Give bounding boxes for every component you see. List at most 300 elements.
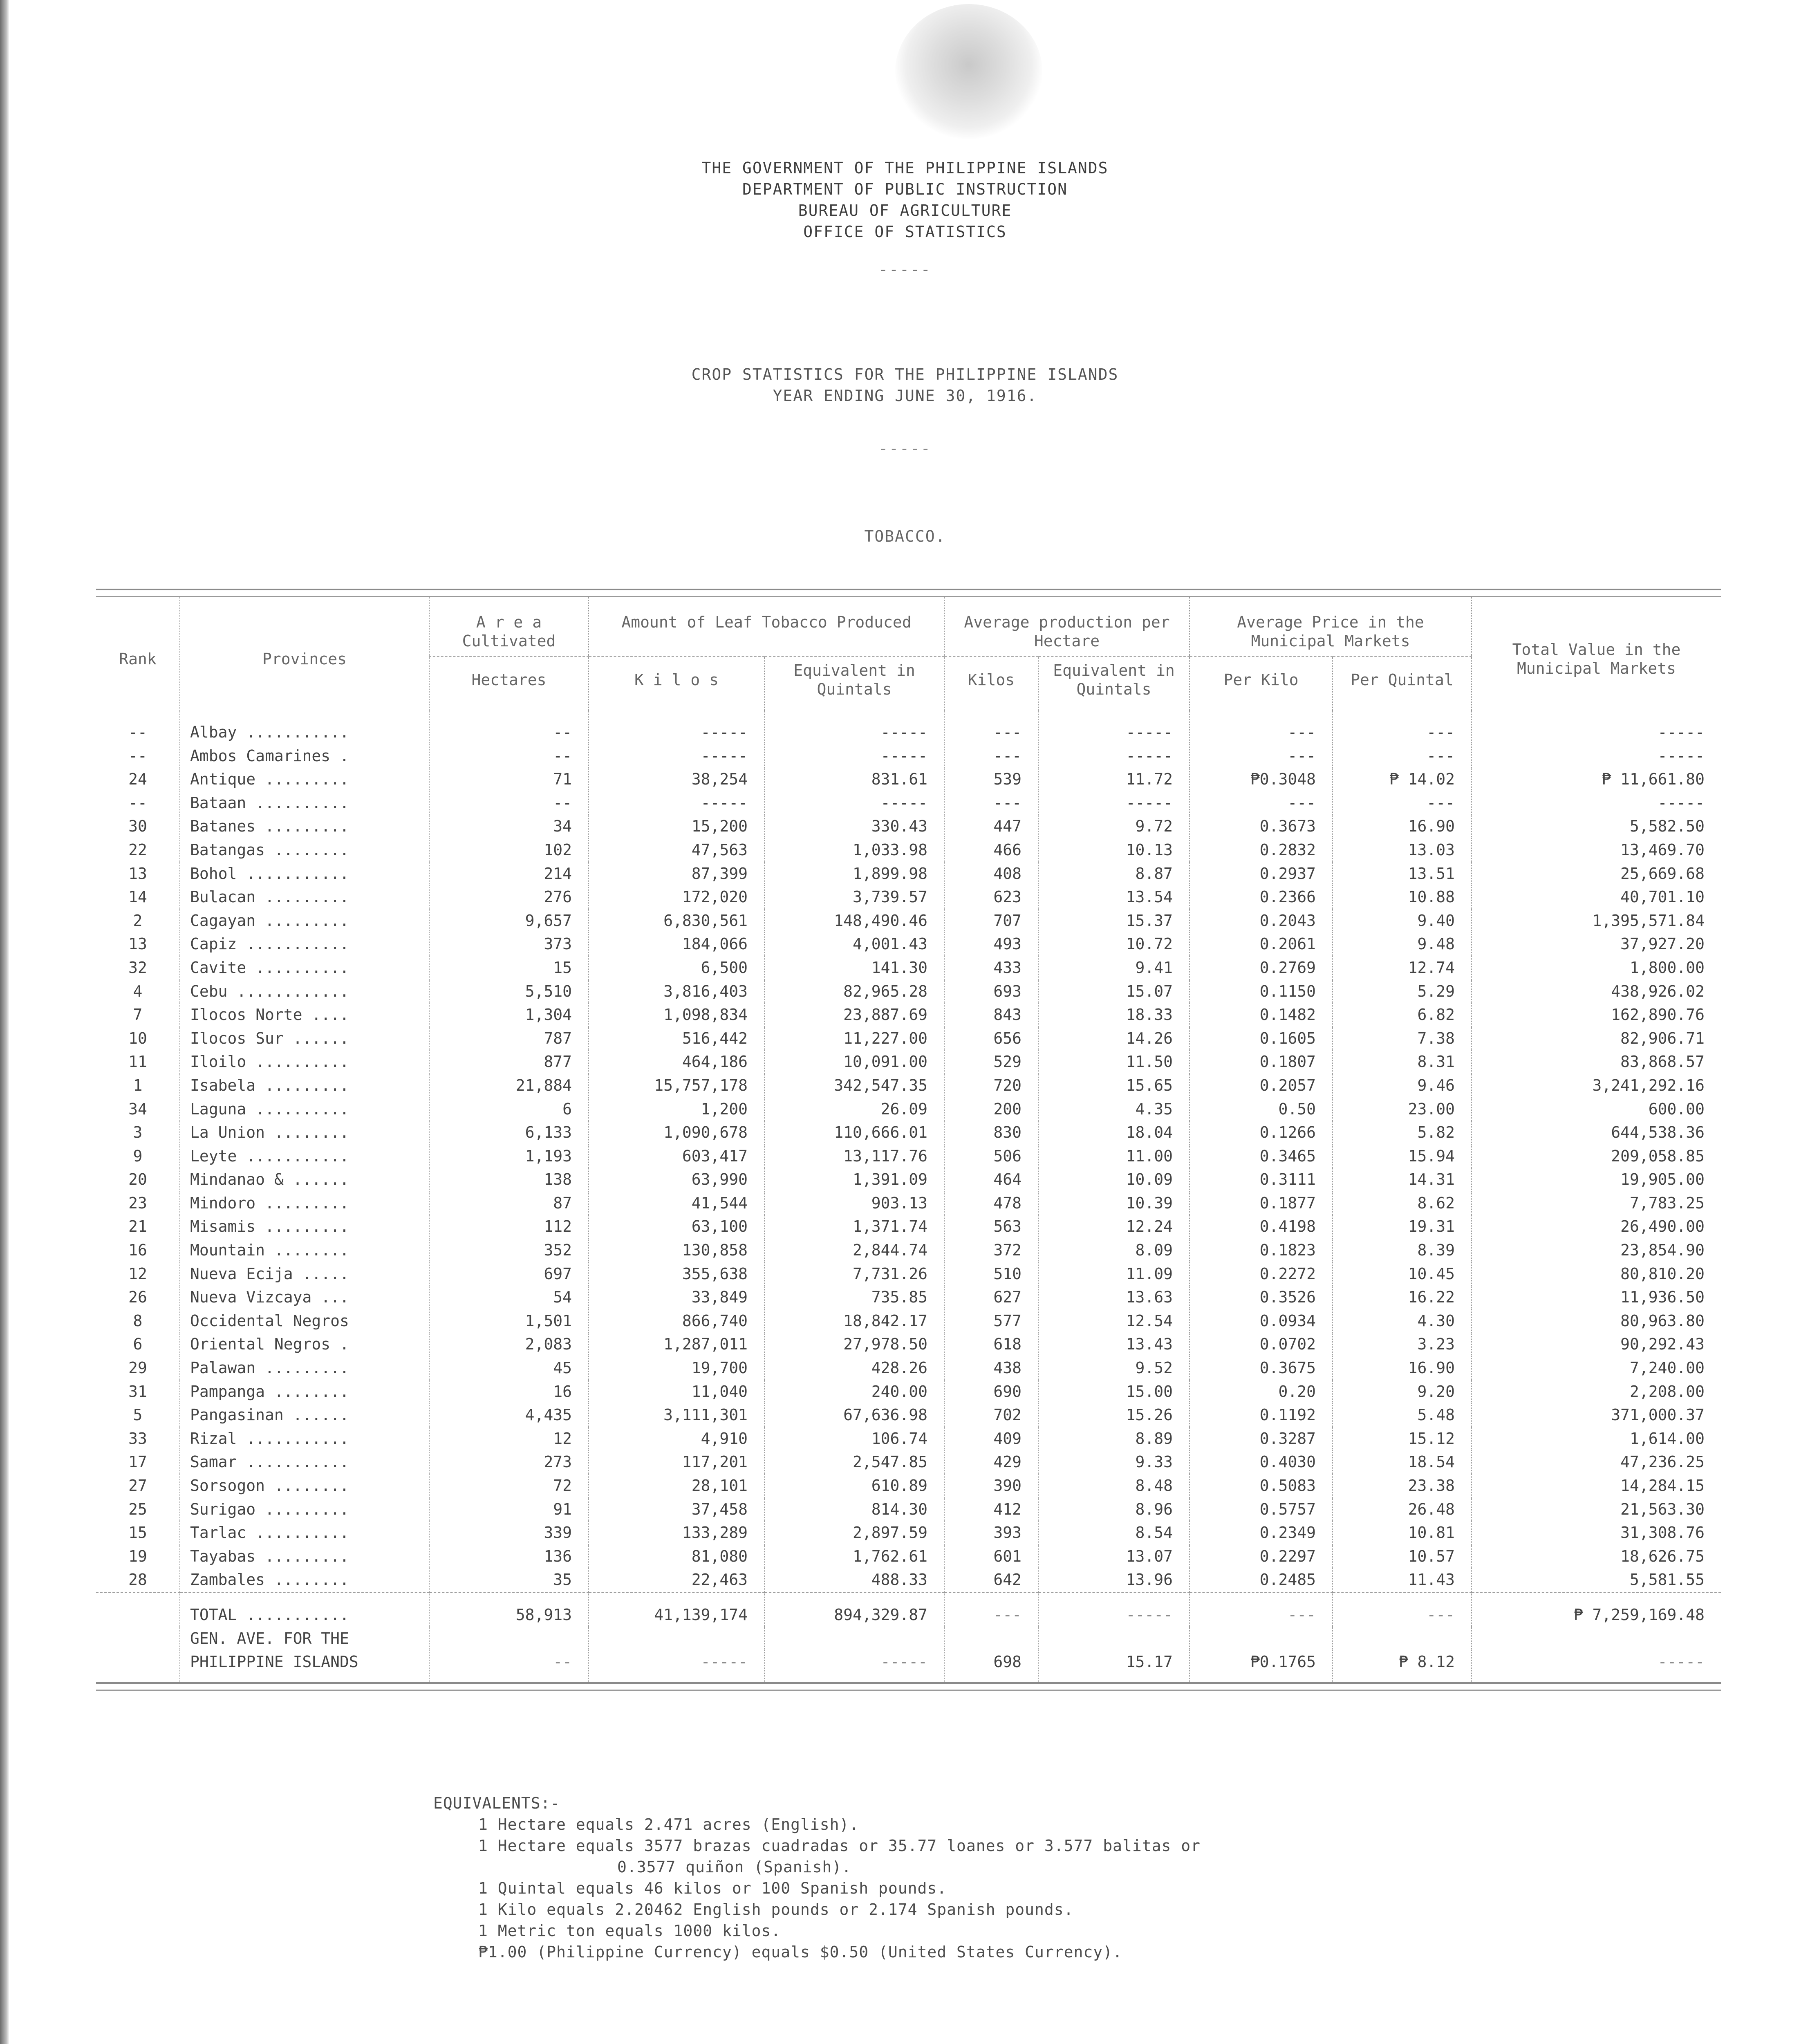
cell-hectares: -- [429, 791, 589, 815]
cell-quintals-per-hectare: ----- [1038, 744, 1189, 768]
average-per-quintal: ₱ 8.12 [1333, 1650, 1472, 1682]
table-row [96, 1098, 1721, 1121]
cell-kilos-per-hectare: 693 [944, 980, 1038, 1004]
equivalent-hectare-spanish-cont: 0.3577 quiñon (Spanish). [617, 1858, 852, 1876]
table-row [96, 1309, 1721, 1333]
cell-quintals-per-hectare: 13.54 [1038, 885, 1189, 909]
cell-price-per-quintal: 8.39 [1333, 1239, 1472, 1262]
cell-quintals-per-hectare: 8.87 [1038, 862, 1189, 886]
cell-kilos: 516,442 [589, 1027, 764, 1051]
table-row [96, 1003, 1721, 1027]
cell-province: Ilocos Norte .... [180, 1003, 429, 1027]
cell-rank: 13 [128, 864, 147, 883]
table-row [96, 980, 1721, 1004]
cell-rank: 4 [133, 982, 143, 1000]
cell-kilos-per-hectare: 390 [944, 1474, 1038, 1498]
cell-quintals: 106.74 [764, 1427, 944, 1451]
header-total-value: Total Value in the Municipal Markets [1472, 597, 1721, 711]
header-equiv-quintals: Equivalent in Quintals [764, 657, 944, 711]
cell-price-per-kilo: 0.2937 [1189, 862, 1333, 886]
cell-total-value: 7,240.00 [1472, 1356, 1721, 1380]
cell-kilos: 117,201 [589, 1450, 764, 1474]
cell-rank: 11 [128, 1053, 147, 1071]
cell-price-per-kilo: 0.2485 [1189, 1568, 1333, 1592]
cell-total-value: 600.00 [1472, 1098, 1721, 1121]
table-row [96, 1450, 1721, 1474]
cell-price-per-quintal: 5.48 [1333, 1403, 1472, 1427]
cell-kilos-per-hectare: 447 [944, 815, 1038, 838]
cell-province: Albay ........... [180, 711, 429, 744]
cell-kilos: 3,816,403 [589, 980, 764, 1004]
cell-quintals: 3,739.57 [764, 885, 944, 909]
cell-kilos: 1,098,834 [589, 1003, 764, 1027]
cell-kilos-per-hectare: 393 [944, 1521, 1038, 1545]
cell-hectares: 339 [429, 1521, 589, 1545]
cell-price-per-quintal: 5.82 [1333, 1121, 1472, 1145]
cell-kilos: 464,186 [589, 1050, 764, 1074]
cell-rank: 1 [133, 1076, 143, 1094]
cell-rank: 16 [128, 1241, 147, 1260]
header-quintals-per-hectare: Equivalent in Quintals [1038, 657, 1189, 711]
cell-hectares: 45 [429, 1356, 589, 1380]
cell-price-per-kilo: ₱0.3048 [1189, 768, 1333, 791]
cell-hectares: 273 [429, 1450, 589, 1474]
table-row [96, 744, 1721, 768]
cell-kilos: 6,500 [589, 956, 764, 980]
cell-quintals-per-hectare: 10.09 [1038, 1168, 1189, 1192]
cell-price-per-kilo: 0.3287 [1189, 1427, 1333, 1451]
table-bottom-rule [96, 1682, 1721, 1691]
cell-hectares: 2,083 [429, 1333, 589, 1356]
cell-quintals-per-hectare: 15.37 [1038, 909, 1189, 933]
cell-quintals: 148,490.46 [764, 909, 944, 933]
cell-quintals: 82,965.28 [764, 980, 944, 1004]
cell-quintals-per-hectare: 15.00 [1038, 1380, 1189, 1404]
cell-kilos: 133,289 [589, 1521, 764, 1545]
cell-total-value: 25,669.68 [1472, 862, 1721, 886]
cell-price-per-quintal: 26.48 [1333, 1498, 1472, 1522]
cell-hectares: 16 [429, 1380, 589, 1404]
cell-hectares: 1,193 [429, 1145, 589, 1168]
cell-quintals-per-hectare: 11.72 [1038, 768, 1189, 791]
cell-quintals: 141.30 [764, 956, 944, 980]
cell-quintals-per-hectare: 13.07 [1038, 1545, 1189, 1569]
cell-hectares: 91 [429, 1498, 589, 1522]
cell-rank: 24 [128, 770, 147, 789]
cell-kilos-per-hectare: 539 [944, 768, 1038, 791]
cell-province: Oriental Negros . [180, 1333, 429, 1356]
cell-price-per-quintal: 3.23 [1333, 1333, 1472, 1356]
table-row [96, 815, 1721, 838]
cell-quintals: 1,899.98 [764, 862, 944, 886]
cell-price-per-quintal: --- [1333, 744, 1472, 768]
total-per-kilo: --- [1189, 1592, 1333, 1627]
cell-province: Bulacan ......... [180, 885, 429, 909]
cell-quintals-per-hectare: 10.39 [1038, 1192, 1189, 1215]
cell-province: Pampanga ........ [180, 1380, 429, 1404]
total-row [96, 1592, 1721, 1627]
cell-quintals-per-hectare: 9.72 [1038, 815, 1189, 838]
equivalent-hectare-acres: 1 Hectare equals 2.471 acres (English). [478, 1815, 859, 1833]
cell-quintals: 735.85 [764, 1286, 944, 1309]
cell-kilos: 1,287,011 [589, 1333, 764, 1356]
cell-price-per-kilo: 0.2272 [1189, 1262, 1333, 1286]
cell-kilos-per-hectare: 506 [944, 1145, 1038, 1168]
table-row [96, 909, 1721, 933]
cell-price-per-quintal: 10.88 [1333, 885, 1472, 909]
cell-kilos-per-hectare: 372 [944, 1239, 1038, 1262]
header-per-quintal: Per Quintal [1333, 657, 1472, 711]
table-row [96, 1521, 1721, 1545]
cell-price-per-kilo: --- [1189, 744, 1333, 768]
cell-kilos: 37,458 [589, 1498, 764, 1522]
cell-rank: 13 [128, 935, 147, 953]
cell-province: Leyte ........... [180, 1145, 429, 1168]
cell-kilos: 63,990 [589, 1168, 764, 1192]
cell-kilos-per-hectare: 690 [944, 1380, 1038, 1404]
cell-hectares: 6,133 [429, 1121, 589, 1145]
cell-price-per-kilo: 0.2832 [1189, 838, 1333, 862]
cell-province: Cavite .......... [180, 956, 429, 980]
cell-hectares: 21,884 [429, 1074, 589, 1098]
cell-province: Ilocos Sur ...... [180, 1027, 429, 1051]
cell-quintals: 23,887.69 [764, 1003, 944, 1027]
cell-quintals-per-hectare: 15.07 [1038, 980, 1189, 1004]
cell-hectares: -- [429, 744, 589, 768]
cell-quintals-per-hectare: 8.48 [1038, 1474, 1189, 1498]
average-kilos-per-hectare: 698 [944, 1650, 1038, 1682]
cell-hectares: 1,501 [429, 1309, 589, 1333]
cell-quintals: ----- [764, 711, 944, 744]
cell-price-per-quintal: 12.74 [1333, 956, 1472, 980]
header-department: DEPARTMENT OF PUBLIC INSTRUCTION [742, 180, 1068, 198]
cell-kilos: 15,200 [589, 815, 764, 838]
cell-price-per-quintal: 15.94 [1333, 1145, 1472, 1168]
cell-quintals-per-hectare: 13.63 [1038, 1286, 1189, 1309]
cell-rank: 9 [133, 1147, 143, 1165]
cell-kilos-per-hectare: 408 [944, 862, 1038, 886]
cell-rank: 21 [128, 1217, 147, 1236]
cell-total-value: 31,308.76 [1472, 1521, 1721, 1545]
cell-rank: 28 [128, 1571, 147, 1589]
cell-price-per-quintal: 13.51 [1333, 862, 1472, 886]
cell-price-per-quintal: 5.29 [1333, 980, 1472, 1004]
cell-province: Rizal ........... [180, 1427, 429, 1451]
cell-quintals-per-hectare: 10.72 [1038, 932, 1189, 956]
cell-hectares: 12 [429, 1427, 589, 1451]
cell-total-value: 83,868.57 [1472, 1050, 1721, 1074]
cell-rank: 32 [128, 958, 147, 977]
cell-quintals: 814.30 [764, 1498, 944, 1522]
cell-hectares: 877 [429, 1050, 589, 1074]
cell-total-value: ₱ 11,661.80 [1472, 768, 1721, 791]
cell-province: Cebu ............ [180, 980, 429, 1004]
cell-quintals: 67,636.98 [764, 1403, 944, 1427]
cell-total-value: 209,058.85 [1472, 1145, 1721, 1168]
table-row [96, 1262, 1721, 1286]
cell-price-per-kilo: 0.2297 [1189, 1545, 1333, 1569]
equivalent-currency: ₱1.00 (Philippine Currency) equals $0.50 (United States Currency). [478, 1943, 1122, 1961]
average-label-2: PHILIPPINE ISLANDS [180, 1650, 429, 1682]
cell-price-per-kilo: 0.3675 [1189, 1356, 1333, 1380]
cell-rank: 23 [128, 1194, 147, 1212]
average-row [96, 1650, 1721, 1682]
cell-hectares: 35 [429, 1568, 589, 1592]
cell-price-per-kilo: 0.1192 [1189, 1403, 1333, 1427]
table-row [96, 1145, 1721, 1168]
binder-hole-stain [895, 4, 1042, 139]
report-title-block [0, 364, 1810, 406]
cell-kilos: 47,563 [589, 838, 764, 862]
cell-province: Samar ........... [180, 1450, 429, 1474]
cell-price-per-quintal: 7.38 [1333, 1027, 1472, 1051]
cell-rank: 3 [133, 1123, 143, 1142]
cell-quintals-per-hectare: 4.35 [1038, 1098, 1189, 1121]
cell-province: Nueva Vizcaya ... [180, 1286, 429, 1309]
cell-province: Mindoro ......... [180, 1192, 429, 1215]
cell-kilos: 63,100 [589, 1215, 764, 1239]
cell-province: Nueva Ecija ..... [180, 1262, 429, 1286]
cell-kilos-per-hectare: 830 [944, 1121, 1038, 1145]
cell-quintals-per-hectare: 18.33 [1038, 1003, 1189, 1027]
cell-total-value: 1,614.00 [1472, 1427, 1721, 1451]
document-header [0, 157, 1810, 280]
table-row [96, 1545, 1721, 1569]
cell-price-per-kilo: 0.1482 [1189, 1003, 1333, 1027]
table-row [96, 1027, 1721, 1051]
cell-quintals: 26.09 [764, 1098, 944, 1121]
header-avg-price: Average Price in the Municipal Markets [1189, 597, 1472, 657]
equivalents-title: EQUIVALENTS:- [433, 1794, 560, 1812]
cell-quintals: ----- [764, 744, 944, 768]
cell-province: La Union ........ [180, 1121, 429, 1145]
table-row [96, 1498, 1721, 1522]
total-quintals: 894,329.87 [764, 1592, 944, 1627]
cell-kilos: 184,066 [589, 932, 764, 956]
cell-hectares: 4,435 [429, 1403, 589, 1427]
cell-quintals-per-hectare: ----- [1038, 791, 1189, 815]
header-provinces: Provinces [180, 597, 429, 711]
header-rank: Rank [119, 650, 157, 668]
cell-kilos-per-hectare: 464 [944, 1168, 1038, 1192]
cell-hectares: 138 [429, 1168, 589, 1192]
cell-kilos-per-hectare: 529 [944, 1050, 1038, 1074]
cell-kilos-per-hectare: 429 [944, 1450, 1038, 1474]
cell-kilos: 19,700 [589, 1356, 764, 1380]
cell-province: Cagayan ......... [180, 909, 429, 933]
cell-price-per-quintal: 9.48 [1333, 932, 1472, 956]
total-kilos-per-hectare: --- [944, 1592, 1038, 1627]
cell-province: Sorsogon ........ [180, 1474, 429, 1498]
cell-kilos-per-hectare: 843 [944, 1003, 1038, 1027]
cell-price-per-quintal: 18.54 [1333, 1450, 1472, 1474]
table-row [96, 1356, 1721, 1380]
cell-price-per-kilo: 0.5757 [1189, 1498, 1333, 1522]
tobacco-statistics-table [96, 589, 1721, 1691]
cell-hectares: 5,510 [429, 980, 589, 1004]
cell-quintals: 428.26 [764, 1356, 944, 1380]
cell-quintals: 240.00 [764, 1380, 944, 1404]
cell-rank: 34 [128, 1100, 147, 1118]
cell-kilos: 22,463 [589, 1568, 764, 1592]
cell-total-value: 11,936.50 [1472, 1286, 1721, 1309]
cell-kilos-per-hectare: 200 [944, 1098, 1038, 1121]
cell-total-value: 162,890.76 [1472, 1003, 1721, 1027]
header-bureau: BUREAU OF AGRICULTURE [798, 202, 1012, 220]
cell-kilos: 1,090,678 [589, 1121, 764, 1145]
cell-rank: 12 [128, 1264, 147, 1283]
cell-hectares: 787 [429, 1027, 589, 1051]
average-quintals-per-hectare: 15.17 [1038, 1650, 1189, 1682]
total-quintals-per-hectare: ----- [1038, 1592, 1189, 1627]
cell-province: Palawan ......... [180, 1356, 429, 1380]
table-row [96, 1333, 1721, 1356]
cell-province: Antique ......... [180, 768, 429, 791]
cell-price-per-quintal: 9.40 [1333, 909, 1472, 933]
report-subtitle: YEAR ENDING JUNE 30, 1916. [773, 387, 1037, 405]
cell-province: Mindanao & ...... [180, 1168, 429, 1192]
cell-total-value: 371,000.37 [1472, 1403, 1721, 1427]
cell-rank: -- [128, 793, 147, 812]
header-area: A r e a Cultivated [429, 597, 589, 657]
cell-kilos-per-hectare: 433 [944, 956, 1038, 980]
cell-price-per-quintal: 23.38 [1333, 1474, 1472, 1498]
cell-kilos: 172,020 [589, 885, 764, 909]
cell-hectares: 71 [429, 768, 589, 791]
cell-kilos-per-hectare: 493 [944, 932, 1038, 956]
cell-total-value: 21,563.30 [1472, 1498, 1721, 1522]
cell-price-per-quintal: 19.31 [1333, 1215, 1472, 1239]
cell-quintals: 488.33 [764, 1568, 944, 1592]
cell-quintals-per-hectare: 8.89 [1038, 1427, 1189, 1451]
cell-price-per-kilo: 0.0702 [1189, 1333, 1333, 1356]
cell-rank: 27 [128, 1477, 147, 1495]
cell-price-per-kilo: 0.1823 [1189, 1239, 1333, 1262]
cell-kilos: ----- [589, 711, 764, 744]
cell-price-per-quintal: ₱ 14.02 [1333, 768, 1472, 791]
cell-quintals: 27,978.50 [764, 1333, 944, 1356]
table-row [96, 1568, 1721, 1592]
cell-total-value: 80,963.80 [1472, 1309, 1721, 1333]
cell-kilos: 38,254 [589, 768, 764, 791]
cell-rank: 17 [128, 1453, 147, 1471]
cell-rank: 31 [128, 1382, 147, 1401]
total-label: TOTAL ........... [180, 1592, 429, 1627]
cell-province: Occidental Negros [180, 1309, 429, 1333]
cell-province: Bataan .......... [180, 791, 429, 815]
cell-quintals: 342,547.35 [764, 1074, 944, 1098]
table-row [96, 932, 1721, 956]
cell-province: Tarlac .......... [180, 1521, 429, 1545]
equivalent-quintal: 1 Quintal equals 46 kilos or 100 Spanish pounds. [478, 1879, 947, 1897]
cell-quintals: 330.43 [764, 815, 944, 838]
cell-total-value: ----- [1472, 791, 1721, 815]
cell-kilos: 11,040 [589, 1380, 764, 1404]
cell-kilos-per-hectare: --- [944, 791, 1038, 815]
cell-hectares: 352 [429, 1239, 589, 1262]
cell-hectares: 15 [429, 956, 589, 980]
cell-quintals-per-hectare: 14.26 [1038, 1027, 1189, 1051]
cell-price-per-quintal: 9.20 [1333, 1380, 1472, 1404]
cell-province: Iloilo .......... [180, 1050, 429, 1074]
cell-quintals-per-hectare: 12.54 [1038, 1309, 1189, 1333]
cell-kilos: 33,849 [589, 1286, 764, 1309]
cell-hectares: 276 [429, 885, 589, 909]
cell-total-value: 3,241,292.16 [1472, 1074, 1721, 1098]
cell-kilos-per-hectare: 510 [944, 1262, 1038, 1286]
cell-province: Isabela ......... [180, 1074, 429, 1098]
cell-quintals: 1,762.61 [764, 1545, 944, 1569]
cell-total-value: 644,538.36 [1472, 1121, 1721, 1145]
cell-total-value: 14,284.15 [1472, 1474, 1721, 1498]
cell-price-per-quintal: 10.45 [1333, 1262, 1472, 1286]
table-row [96, 1121, 1721, 1145]
cell-total-value: 90,292.43 [1472, 1333, 1721, 1356]
cell-province: Zambales ........ [180, 1568, 429, 1592]
cell-price-per-quintal: 11.43 [1333, 1568, 1472, 1592]
cell-rank: 30 [128, 817, 147, 836]
cell-total-value: ----- [1472, 711, 1721, 744]
cell-hectares: 54 [429, 1286, 589, 1309]
equivalent-hectare-spanish: 1 Hectare equals 3577 brazas cuadradas or 35.77 loanes or 3.577 balitas or [478, 1837, 1201, 1855]
cell-price-per-quintal: 9.46 [1333, 1074, 1472, 1098]
table-row [96, 1474, 1721, 1498]
cell-total-value: 1,800.00 [1472, 956, 1721, 980]
cell-price-per-kilo: 0.20 [1189, 1380, 1333, 1404]
table-row [96, 956, 1721, 980]
cell-rank: 25 [128, 1500, 147, 1518]
equivalents-notes [433, 1793, 1201, 1963]
cell-price-per-quintal: 4.30 [1333, 1309, 1472, 1333]
cell-total-value: 7,783.25 [1472, 1192, 1721, 1215]
cell-kilos: 87,399 [589, 862, 764, 886]
cell-price-per-quintal: 10.81 [1333, 1521, 1472, 1545]
cell-quintals: 4,001.43 [764, 932, 944, 956]
cell-kilos: 41,544 [589, 1192, 764, 1215]
cell-kilos: ----- [589, 744, 764, 768]
average-label-row [96, 1627, 1721, 1651]
cell-price-per-quintal: 16.22 [1333, 1286, 1472, 1309]
cell-quintals: 18,842.17 [764, 1309, 944, 1333]
cell-quintals-per-hectare: 9.52 [1038, 1356, 1189, 1380]
cell-total-value: 5,582.50 [1472, 815, 1721, 838]
total-value: ₱ 7,259,169.48 [1472, 1592, 1721, 1627]
cell-price-per-kilo: 0.1266 [1189, 1121, 1333, 1145]
cell-kilos-per-hectare: --- [944, 711, 1038, 744]
cell-price-per-kilo: 0.2349 [1189, 1521, 1333, 1545]
cell-price-per-kilo: 0.1150 [1189, 980, 1333, 1004]
cell-kilos-per-hectare: 438 [944, 1356, 1038, 1380]
table-row [96, 1403, 1721, 1427]
table-row [96, 838, 1721, 862]
cell-hectares: 697 [429, 1262, 589, 1286]
cell-hectares: 6 [429, 1098, 589, 1121]
cell-quintals-per-hectare: 15.26 [1038, 1403, 1189, 1427]
cell-rank: 5 [133, 1406, 143, 1424]
cell-total-value: 438,926.02 [1472, 980, 1721, 1004]
cell-hectares: 102 [429, 838, 589, 862]
cell-province: Mountain ........ [180, 1239, 429, 1262]
cell-total-value: 23,854.90 [1472, 1239, 1721, 1262]
cell-kilos-per-hectare: 623 [944, 885, 1038, 909]
header-government: THE GOVERNMENT OF THE PHILIPPINE ISLANDS [701, 159, 1109, 177]
cell-quintals: 1,391.09 [764, 1168, 944, 1192]
cell-kilos-per-hectare: 618 [944, 1333, 1038, 1356]
table-row [96, 711, 1721, 744]
table-row [96, 1215, 1721, 1239]
cell-price-per-kilo: --- [1189, 791, 1333, 815]
cell-rank: -- [128, 723, 147, 741]
